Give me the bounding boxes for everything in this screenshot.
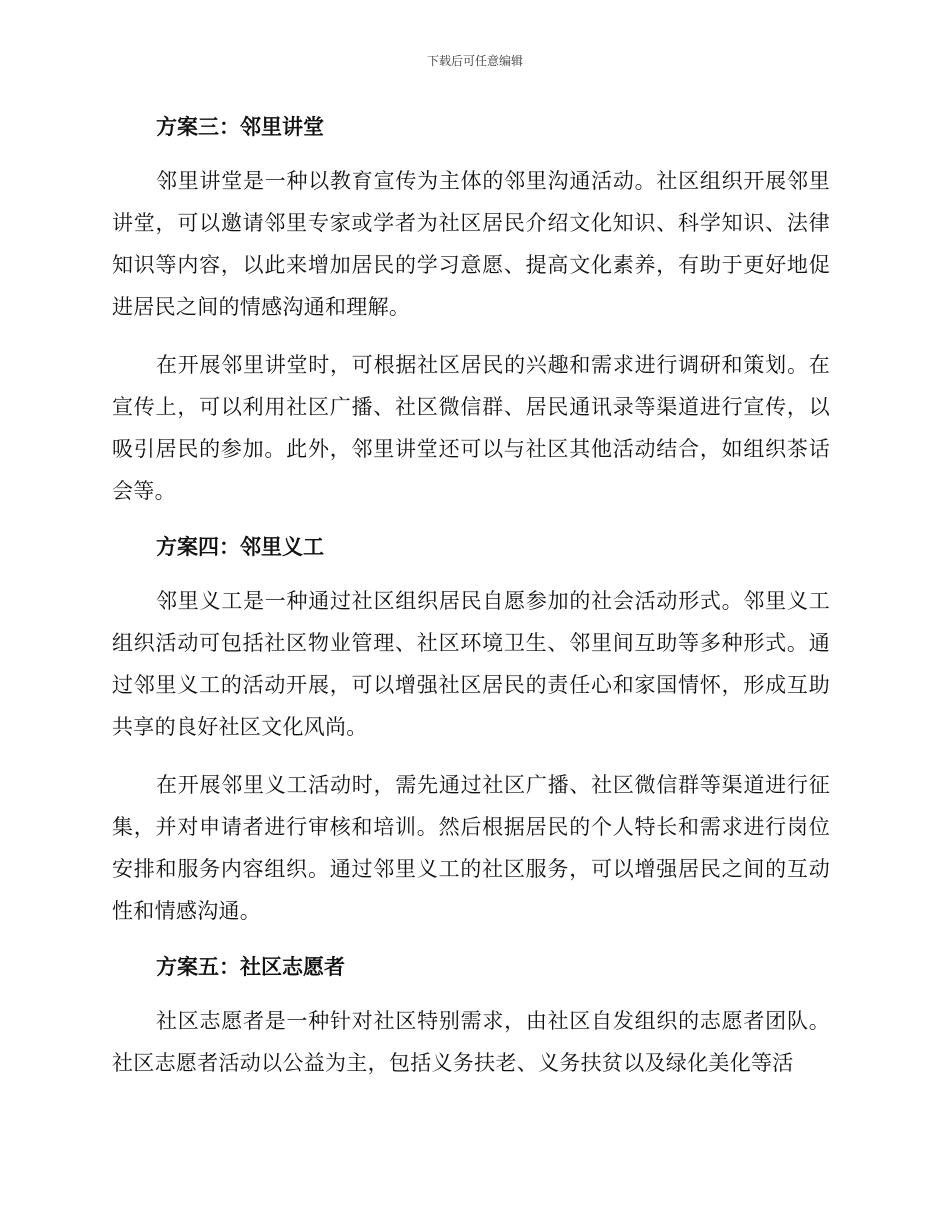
section-plan-four <box>112 528 830 932</box>
paragraph: 在开展邻里义工活动时，需先通过社区广播、社区微信群等渠道进行征集，并对申请者进行审核和培训。然后根据居民的个人特长和需求进行岗位安排和服务内容组织。通过邻里义工的社区服务，可以增强居民之间的互动性和情感沟通。 <box>112 773 830 923</box>
page-header: 下载后可任意编辑 <box>426 54 523 68</box>
paragraph: 在开展邻里讲堂时，可根据社区居民的兴趣和需求进行调研和策划。在宣传上，可以利用社区广播、社区微信群、居民通讯录等渠道进行宣传，以吸引居民的参加。此外，邻里讲堂还可以与社区其他活动结合，如组织茶话会等。 <box>112 353 830 503</box>
paragraph: 邻里讲堂是一种以教育宣传为主体的邻里沟通活动。社区组织开展邻里讲堂，可以邀请邻里专家或学者为社区居民介绍文化知识、科学知识、法律知识等内容，以此来增加居民的学习意愿、提高文化素养，有助于更好地促进居民之间的情感沟通和理解。 <box>112 169 830 319</box>
section-heading: 方案四：邻里义工 <box>156 534 324 559</box>
paragraph: 社区志愿者是一种针对社区特别需求，由社区自发组织的志愿者团队。社区志愿者活动以公益为主，包括义务扶老、义务扶贫以及绿化美化等活 <box>112 1009 830 1075</box>
paragraph: 邻里义工是一种通过社区组织居民自愿参加的社会活动形式。邻里义工组织活动可包括社区物业管理、社区环境卫生、邻里间互助等多种形式。通过邻里义工的活动开展，可以增强社区居民的责任心和家国情怀，形成互助共享的良好社区文化风尚。 <box>112 589 830 739</box>
section-plan-five <box>112 948 830 1084</box>
section-heading: 方案三：邻里讲堂 <box>156 114 324 139</box>
document-body <box>112 108 830 1100</box>
section-plan-three <box>112 108 830 512</box>
section-heading: 方案五：社区志愿者 <box>156 954 345 979</box>
